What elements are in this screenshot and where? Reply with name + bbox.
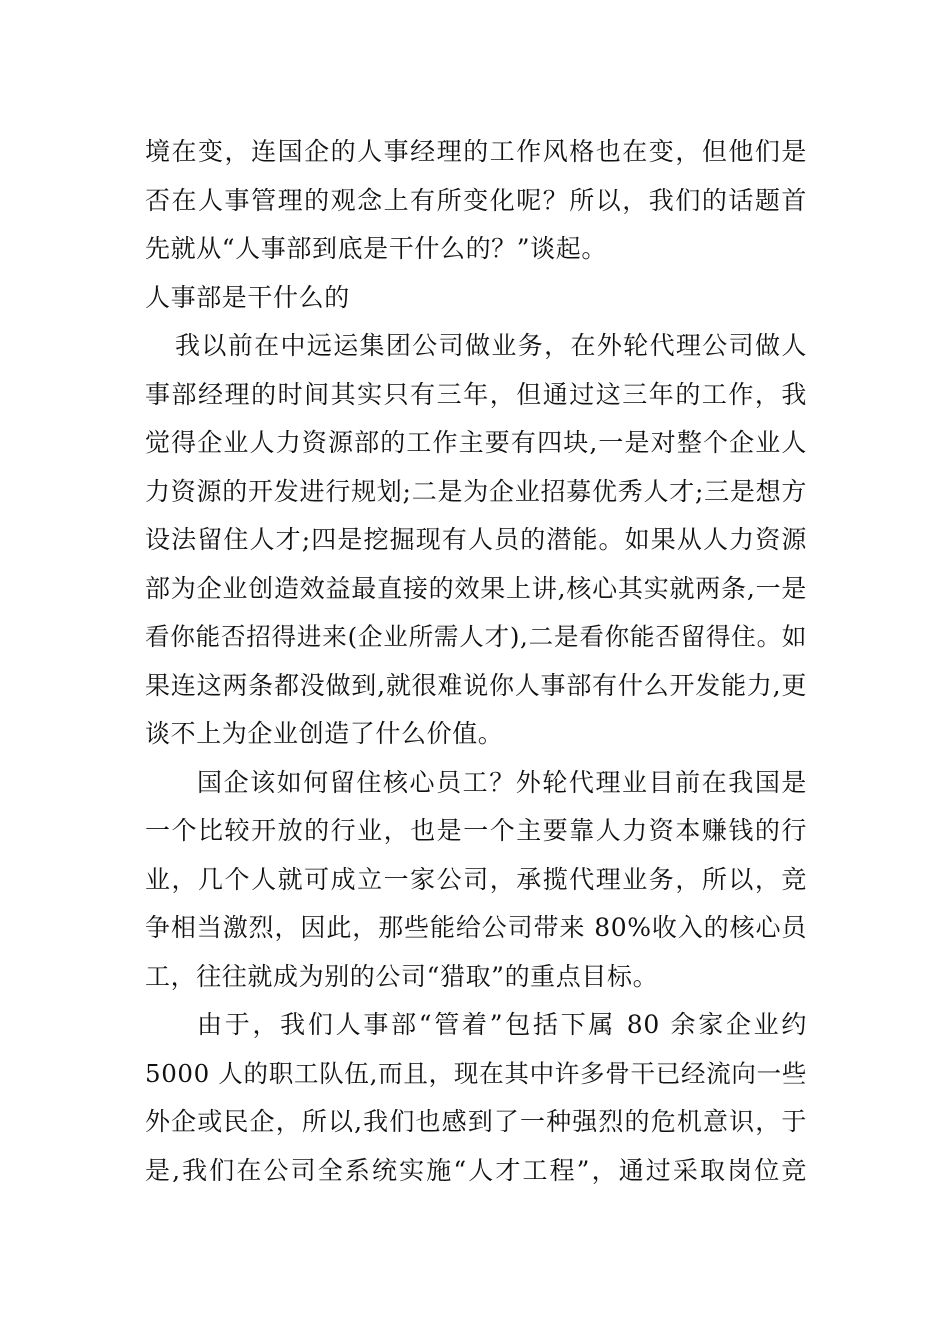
text-line: 先就从“人事部到底是干什么的？”谈起。 <box>145 234 607 263</box>
text-line: 由于，我们人事部“管着”包括下属 80 余家企业约 <box>197 1010 807 1039</box>
section-heading: 人事部是干什么的 <box>145 282 350 312</box>
text-line: 设法留住人才;四是挖掘现有人员的潜能。如果从人力资源 <box>145 525 807 554</box>
text-line: 5000 人的职工队伍,而且，现在其中许多骨干已经流向一些 <box>145 1058 807 1088</box>
text-line: 业，几个人就可成立一家公司，承揽代理业务，所以，竞 <box>145 864 807 894</box>
text-line: 争相当激烈，因此，那些能给公司带来 80%收入的核心员 <box>145 913 807 942</box>
text-line: 我以前在中远运集团公司做业务，在外轮代理公司做人 <box>175 331 807 360</box>
text-line: 部为企业创造效益最直接的效果上讲,核心其实就两条,一是 <box>145 573 807 603</box>
text-line: 觉得企业人力资源部的工作主要有四块,一是对整个企业人 <box>145 428 807 457</box>
text-line: 境在变，连国企的人事经理的工作风格也在变，但他们是 <box>145 137 807 166</box>
text-line: 事部经理的时间其实只有三年，但通过这三年的工作，我 <box>145 379 807 409</box>
text-line: 看你能否招得进来(企业所需人才),二是看你能否留得住。如 <box>145 622 807 651</box>
text-line: 工，往往就成为别的公司“猎取”的重点目标。 <box>145 961 659 991</box>
text-line: 果连这两条都没做到,就很难说你人事部有什么开发能力,更 <box>145 670 807 700</box>
text-line: 谈不上为企业创造了什么价值。 <box>145 719 504 748</box>
text-line: 外企或民企，所以,我们也感到了一种强烈的危机意识，于 <box>145 1107 807 1136</box>
text-line: 国企该如何留住核心员工？外轮代理业目前在我国是 <box>197 767 807 797</box>
text-line: 一个比较开放的行业，也是一个主要靠人力资本赚钱的行 <box>145 816 807 845</box>
text-line: 力资源的开发进行规划;二是为企业招募优秀人才;三是想方 <box>145 476 807 506</box>
text-line: 否在人事管理的观念上有所变化呢？所以，我们的话题首 <box>145 185 807 215</box>
text-line: 是,我们在公司全系统实施“人才工程”，通过采取岗位竞 <box>145 1155 807 1185</box>
body-text <box>145 128 807 1195</box>
